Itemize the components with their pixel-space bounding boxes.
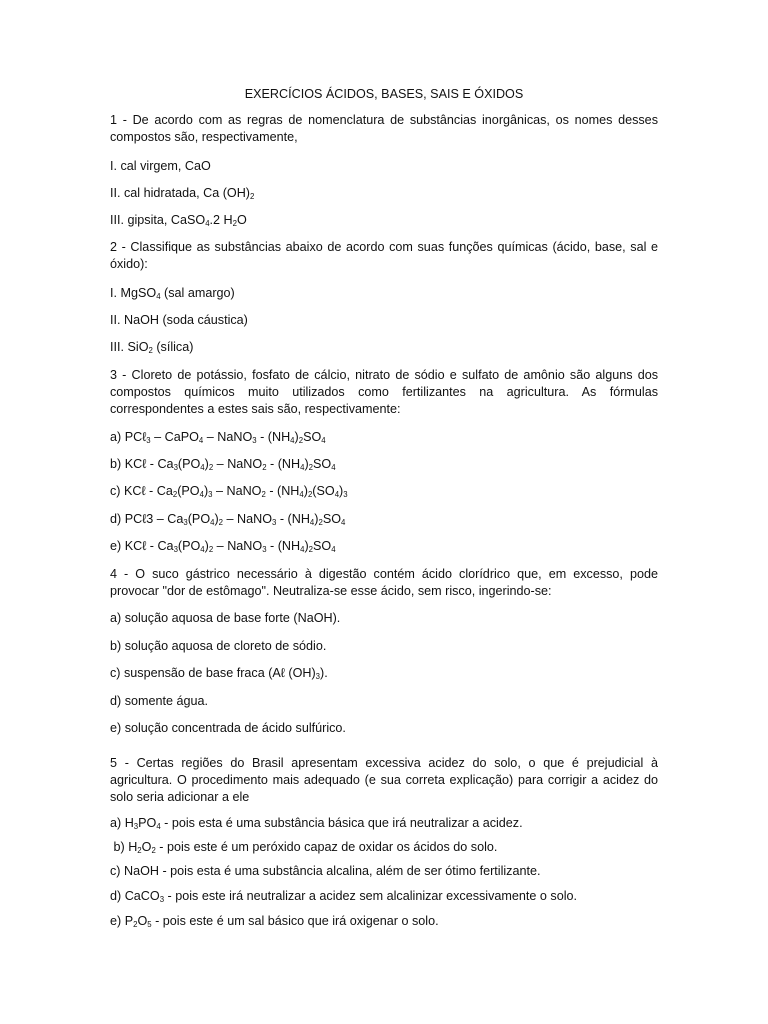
question-2-item-iii: III. SiO$_2$ (sílica) xyxy=(110,340,194,355)
question-2-stem: 2 - Classifique as substâncias abaixo de acordo com suas funções químicas (ácido, base, sal e óxido): xyxy=(110,240,658,271)
question-4-option-e: e) solução concentrada de ácido sulfúrico. xyxy=(110,721,346,735)
question-3-option-c: c) KCℓ - $Ca_2(PO_4)_3$ – NaNO$_2$ - $(NH_4)_2(SO_4)_3$ xyxy=(110,484,348,499)
question-5-option-a: a) $H_3PO_4$ - pois esta é uma substância básica que irá neutralizar a acidez. xyxy=(110,816,523,831)
question-2-item-ii: II. NaOH (soda cáustica) xyxy=(110,313,248,327)
question-3-option-b: b) KCℓ - $Ca_3(PO_4)_2$ – NaNO$_2$ - $(NH_4)_2SO_4$ xyxy=(110,457,336,472)
question-5-option-e: e) $P_2O_5$ - pois este é um sal básico que irá oxigenar o solo. xyxy=(110,914,439,929)
question-3-option-e: e) KCℓ - $Ca_3(PO_4)_2$ – NaNO$_3$ - $(NH_4)_2SO_4$ xyxy=(110,539,336,554)
question-3-option-d: d) PCℓ3 – $Ca_3(PO_4)_2$ – NaNO$_3$ - $(NH_4)_2SO_4$ xyxy=(110,512,346,527)
question-4-option-d: d) somente água. xyxy=(110,694,209,708)
question-5-option-b: b) $H_2O_2$ - pois este é um peróxido capaz de oxidar os ácidos do solo. xyxy=(110,840,498,855)
question-1-item-i: I. cal virgem, CaO xyxy=(110,159,211,173)
question-4-option-c: c) suspensão de base fraca (Aℓ $(OH)_3$). xyxy=(110,666,328,681)
question-5-option-c: c) NaOH - pois esta é uma substância alcalina, além de ser ótimo fertilizante. xyxy=(110,864,541,878)
question-2-item-i: I. MgSO$_4$ (sal amargo) xyxy=(110,286,235,301)
question-3-stem: 3 - Cloreto de potássio, fosfato de cálcio, nitrato de sódio e sulfato de amônio são alguns dos compostos químicos muito utilizados como fertilizantes na agricultura. As fórmulas correspondentes a estes sais são, respectivamente: xyxy=(110,368,658,416)
question-1-stem: 1 - De acordo com as regras de nomenclatura de substâncias inorgânicas, os nomes desses compostos são, respectivamente, xyxy=(110,113,658,144)
question-3-option-a: a) PCℓ$_3$ – CaPO$_4$ – NaNO$_3$ - $(NH_4)_2SO_4$ xyxy=(110,430,326,445)
question-1-item-ii: II. cal hidratada, Ca $(OH)_2$ xyxy=(110,186,255,201)
question-1-item-iii: III. gipsita, CaSO$_4$.2 $H_2O$ xyxy=(110,213,247,228)
question-5-stem: 5 - Certas regiões do Brasil apresentam excessiva acidez do solo, o que é prejudicial à agricultura. O procedimento mais adequado (e sua correta explicação) para corrigir a acidez do solo seria adicionar a ele xyxy=(110,756,658,804)
page-title: EXERCÍCIOS ÁCIDOS, BASES, SAIS E ÓXIDOS xyxy=(244,87,524,101)
question-4-stem: 4 - O suco gástrico necessário à digestão contém ácido clorídrico que, em excesso, pode provocar "dor de estômago". Neutraliza-se esse ácido, sem risco, ingerindo-se: xyxy=(110,567,658,598)
question-4-option-b: b) solução aquosa de cloreto de sódio. xyxy=(110,639,327,653)
question-4-option-a: a) solução aquosa de base forte (NaOH). xyxy=(110,611,341,625)
question-5-option-d: d) CaCO$_3$ - pois este irá neutralizar a acidez sem alcalinizar excessivamente o solo. xyxy=(110,889,578,904)
